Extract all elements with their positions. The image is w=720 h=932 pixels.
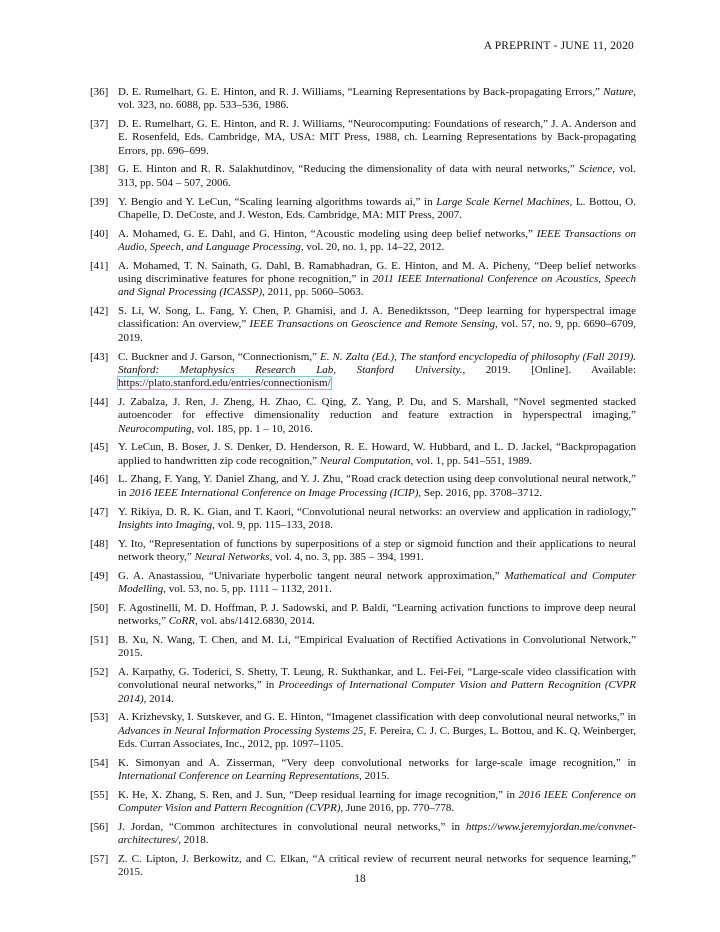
reference-venue: 2011 IEEE International Conference on Acoustics, Speech and Signal Processing (ICASSP): [118, 273, 636, 299]
reference-text: [118, 473, 636, 498]
reference-venue: Nature: [603, 86, 634, 98]
reference-venue: Large Scale Kernel Machines: [436, 195, 570, 208]
reference-number: [39]: [90, 195, 109, 208]
reference-item: [90, 86, 636, 113]
reference-venue: Mathematical and Computer Modelling: [118, 569, 636, 595]
reference-segment: Y. Bengio and Y. LeCun, “Scaling learning algorithms towards ai,” in: [118, 195, 437, 208]
reference-segment: , 2011, pp. 5060–5063.: [262, 286, 364, 299]
reference-item: [90, 821, 636, 848]
reference-venue: Advances in Neural Information Processing Systems 25: [118, 724, 364, 737]
reference-text: [118, 506, 636, 531]
reference-segment: B. Xu, N. Wang, T. Chen, and M. Li, “Empirical Evaluation of Rectified Activations in Convolutional Network,” 2015.: [118, 633, 636, 660]
reference-segment: S. Li, W. Song, L. Fang, Y. Chen, P. Ghamisi, and J. A. Benediktsson, “Deep learning for hyperspectral image classification: An overview,”: [118, 305, 636, 331]
reference-number: [54]: [90, 756, 109, 769]
reference-segment: D. E. Rumelhart, G. E. Hinton, and R. J. Williams, “Learning Representations by Back-propagating Errors,”: [118, 86, 604, 98]
reference-number: [37]: [90, 118, 109, 131]
reference-item: [90, 260, 636, 300]
reference-segment: , vol. 4, no. 3, pp. 385 – 394, 1991.: [269, 550, 424, 563]
reference-segment: Y. Ito, “Representation of functions by superpositions of a step or sigmoid function and their applications to neural network theory,”: [118, 537, 636, 563]
reference-venue: Neurocomputing: [118, 422, 192, 435]
reference-segment: G. E. Hinton and R. R. Salakhutdinov, “Reducing the dimensionality of data with neural networks,”: [118, 163, 579, 176]
reference-segment: G. A. Anastassiou, “Univariate hyperbolic tangent neural network approximation,”: [118, 569, 505, 582]
reference-text: [118, 396, 636, 435]
reference-number: [56]: [90, 820, 109, 833]
reference-venue: 2016 IEEE Conference on Computer Vision and Pattern Recognition (CVPR): [118, 788, 636, 815]
reference-item: [90, 634, 636, 661]
reference-segment: L. Zhang, F. Yang, Y. Daniel Zhang, and Y. J. Zhu, “Road crack detection using deep convolutional neural network,” in: [118, 473, 636, 499]
reference-number: [57]: [90, 853, 109, 866]
reference-number: [50]: [90, 601, 109, 614]
reference-text: [118, 351, 636, 390]
reference-text: [118, 196, 636, 221]
reference-segment: , June 2016, pp. 770–778.: [340, 802, 455, 815]
reference-number: [44]: [90, 395, 109, 408]
reference-venue: Proceedings of International Computer Vision and Pattern Recognition (CVPR 2014): [118, 679, 636, 705]
reference-segment: Y. Rikiya, D. R. K. Gian, and T. Kaori, “Convolutional neural networks: an overview and application in radiology,”: [118, 505, 636, 518]
reference-text: [118, 789, 636, 814]
reference-number: [46]: [90, 473, 109, 486]
reference-text: [118, 821, 636, 846]
reference-segment: A. Mohamed, T. N. Sainath, G. Dahl, B. Ramabhadran, G. E. Hinton, and M. A. Picheny, “Deep belief networks using discriminative features for phone recognition,” in: [118, 259, 636, 286]
reference-item: [90, 789, 636, 816]
reference-text: [118, 305, 636, 344]
reference-venue: IEEE Transactions on Geoscience and Remote Sensing: [249, 318, 496, 331]
page-number: 18: [354, 873, 366, 885]
reference-number: [36]: [90, 86, 109, 98]
reference-segment: , vol. abs/1412.6830, 2014.: [195, 615, 315, 628]
reference-venue: IEEE Transactions on Audio, Speech, and Language Processing: [118, 227, 637, 253]
reference-segment: , 2015.: [359, 770, 390, 783]
reference-number: [52]: [90, 665, 109, 678]
reference-item: [90, 538, 636, 565]
reference-text: [118, 86, 636, 111]
reference-text: [118, 260, 636, 299]
reference-segment: , vol. 313, pp. 504 – 507, 2006.: [118, 163, 636, 189]
reference-segment: , 2019. [Online]. Available:: [462, 363, 636, 376]
reference-text: [118, 711, 636, 750]
reference-segment: F. Agostinelli, M. D. Hoffman, P. J. Sadowski, and P. Baldi, “Learning activation functions to improve deep neural networks,”: [118, 601, 636, 628]
reference-number: [49]: [90, 569, 109, 582]
reference-item: [90, 473, 636, 500]
running-header: A PREPRINT - JUNE 11, 2020: [483, 40, 634, 52]
reference-text: [118, 441, 636, 466]
reference-segment: A. Krizhevsky, I. Sutskever, and G. E. Hinton, “Imagenet classification with deep convolutional neural networks,” in: [118, 711, 636, 724]
reference-text: [118, 666, 636, 705]
reference-venue: https://www.jeremyjordan.me/convnet-architectures/: [118, 820, 636, 847]
reference-segment: , vol. 1, pp. 541–551, 1989.: [410, 454, 532, 467]
reference-number: [40]: [90, 227, 109, 240]
reference-segment: J. Zabalza, J. Ren, J. Zheng, H. Zhao, C. Qing, Z. Yang, P. Du, and S. Marshall, “Novel segmented stacked autoencoder for effective dimensionality reduction and feature extraction in hyperspectral imaging,”: [118, 395, 636, 422]
reference-segment: K. He, X. Zhang, S. Ren, and J. Sun, “Deep residual learning for image recognition,” in: [118, 788, 519, 801]
reference-number: [55]: [90, 788, 109, 801]
reference-item: [90, 305, 636, 345]
reference-item: [90, 351, 636, 391]
reference-text: [118, 538, 636, 563]
reference-segment: , 2014.: [143, 692, 174, 705]
reference-number: [47]: [90, 505, 109, 518]
reference-list: [90, 86, 636, 885]
reference-segment: , L. Bottou, O. Chapelle, D. DeCoste, and J. Weston, Eds. Cambridge, MA: MIT Press, 2007.: [118, 195, 636, 221]
reference-item: [90, 441, 636, 468]
reference-segment: , vol. 57, no. 9, pp. 6690–6709, 2019.: [118, 318, 636, 344]
reference-item: [90, 666, 636, 706]
reference-text: [118, 634, 636, 659]
reference-number: [38]: [90, 163, 109, 176]
reference-item: [90, 396, 636, 436]
reference-venue: 2016 IEEE International Conference on Image Processing (ICIP): [129, 486, 419, 499]
reference-venue: Neural Networks: [194, 550, 270, 563]
reference-segment: , F. Pereira, C. J. C. Burges, L. Bottou, and K. Q. Weinberger, Eds. Curran Associates, Inc., 2012, pp. 1097–1105.: [118, 724, 636, 750]
reference-venue: Insights into Imaging: [118, 518, 213, 531]
reference-text: [118, 228, 636, 253]
reference-text: [118, 570, 636, 595]
reference-segment: , vol. 53, no. 5, pp. 1111 – 1132, 2011.: [163, 583, 332, 595]
reference-segment: D. E. Rumelhart, G. E. Hinton, and R. J. Williams, “Neurocomputing: Foundations of research,” J. A. Anderson and E. Rosenfeld, Eds. Cambridge, MA, USA: MIT Press, 1988, ch. Learning Representations by Back-propagating Errors, pp. 696–699.: [118, 118, 636, 157]
reference-venue: E. N. Zalta (Ed.), The stanford encyclopedia of philosophy (Fall 2019). Stanford: Metaphysics Research Lab, Stanford University.: [118, 350, 636, 376]
reference-venue: International Conference on Learning Representations: [118, 770, 360, 783]
reference-venue: Neural Computation: [319, 454, 411, 467]
reference-segment: A. Karpathy, G. Toderici, S. Shetty, T. Leung, R. Sukthankar, and L. Fei-Fei, “Large-scale video classification with convolutional neural networks,” in: [118, 665, 636, 692]
reference-item: [90, 228, 636, 255]
reference-segment: Y. LeCun, B. Boser, J. S. Denker, D. Henderson, R. E. Howard, W. Hubbard, and L. D. Jackel, “Backpropagation applied to handwritten zip code recognition,”: [118, 441, 636, 467]
reference-venue: CoRR: [168, 615, 195, 628]
reference-number: [45]: [90, 441, 109, 454]
reference-number: [43]: [90, 350, 109, 363]
reference-text: [118, 757, 636, 782]
reference-segment: A. Mohamed, G. E. Dahl, and G. Hinton, “Acoustic modeling using deep belief networks,”: [118, 227, 537, 240]
reference-number: [41]: [90, 259, 109, 272]
reference-item: [90, 163, 636, 190]
reference-item: [90, 118, 636, 158]
reference-item: [90, 196, 636, 223]
reference-item: [90, 570, 636, 597]
reference-number: [51]: [90, 633, 109, 646]
reference-item: [90, 711, 636, 751]
reference-segment: C. Buckner and J. Garson, “Connectionism,”: [118, 350, 320, 363]
reference-item: [90, 506, 636, 533]
reference-segment: , 2018.: [178, 834, 209, 847]
reference-segment: , vol. 9, pp. 115–133, 2018.: [212, 518, 334, 531]
reference-number: [42]: [90, 305, 109, 318]
reference-venue: Science: [578, 163, 613, 176]
reference-segment: K. Simonyan and A. Zisserman, “Very deep convolutional networks for large-scale image recognition,” in: [118, 756, 636, 769]
reference-item: [90, 602, 636, 629]
reference-number: [53]: [90, 711, 109, 724]
reference-segment: , Sep. 2016, pp. 3708–3712.: [418, 486, 543, 499]
reference-text: [118, 163, 636, 188]
reference-item: [90, 757, 636, 784]
reference-segment: , vol. 20, no. 1, pp. 14–22, 2012.: [300, 240, 445, 253]
reference-segment: , vol. 323, no. 6088, pp. 533–536, 1986.: [118, 86, 636, 112]
reference-url-link[interactable]: https://plato.stanford.edu/entries/connectionism/: [118, 377, 331, 390]
reference-text: [118, 118, 636, 157]
reference-segment: J. Jordan, “Common architectures in convolutional neural networks,” in: [118, 820, 466, 833]
reference-segment: , vol. 185, pp. 1 – 10, 2016.: [191, 422, 313, 435]
reference-text: [118, 602, 636, 627]
reference-segment: Z. C. Lipton, J. Berkowitz, and C. Elkan, “A critical review of recurrent neural networks for sequence learning,” 2015.: [118, 853, 636, 879]
reference-number: [48]: [90, 537, 109, 550]
